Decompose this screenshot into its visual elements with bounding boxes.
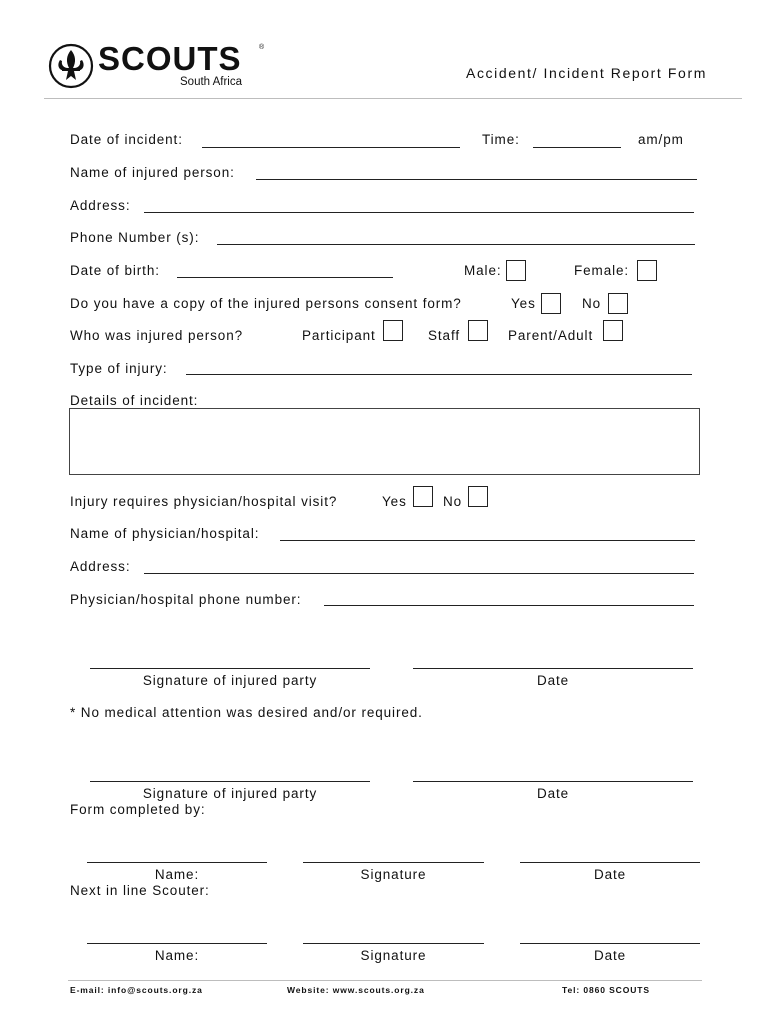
consent-no-label: No — [582, 296, 602, 311]
consent-no-checkbox[interactable] — [608, 293, 628, 314]
details-label: Details of incident: — [70, 393, 199, 408]
logo-wordmark: SCOUTS — [98, 40, 242, 77]
physician-address-label: Address: — [70, 559, 131, 574]
staff-label: Staff — [428, 328, 461, 343]
address-field[interactable] — [144, 212, 694, 213]
phone-field[interactable] — [217, 244, 695, 245]
sig-injured-caption-1: Signature of injured party — [142, 673, 318, 688]
participant-checkbox[interactable] — [383, 320, 403, 341]
name-injured-label: Name of injured person: — [70, 165, 235, 180]
female-label: Female: — [574, 263, 630, 278]
form-completed-label: Form completed by: — [70, 802, 206, 817]
sig-date-line-2[interactable] — [413, 781, 693, 782]
footer-email: E-mail: info@scouts.org.za — [70, 985, 203, 995]
footer-tel: Tel: 0860 SCOUTS — [562, 985, 650, 995]
date-of-incident-label: Date of incident: — [70, 132, 183, 147]
female-checkbox[interactable] — [637, 260, 657, 281]
consent-question: Do you have a copy of the injured persons consent form? — [70, 296, 462, 311]
physician-question: Injury requires physician/hospital visit? — [70, 494, 338, 509]
male-label: Male: — [464, 263, 502, 278]
footer-website: Website: www.scouts.org.za — [287, 985, 425, 995]
physician-phone-field[interactable] — [324, 605, 694, 606]
dob-label: Date of birth: — [70, 263, 160, 278]
details-textarea[interactable] — [69, 408, 700, 475]
completed-signature-line[interactable] — [303, 862, 484, 863]
sig-injured-line-1[interactable] — [90, 668, 370, 669]
name-injured-field[interactable] — [256, 179, 697, 180]
sig-injured-caption-2: Signature of injured party — [142, 786, 318, 801]
ampm-label: am/pm — [638, 132, 684, 147]
physician-name-label: Name of physician/hospital: — [70, 526, 260, 541]
logo-subtitle: South Africa — [180, 76, 243, 88]
scouter-signature-caption: Signature — [360, 948, 427, 963]
sig-date-caption-2: Date — [536, 786, 570, 801]
next-scouter-label: Next in line Scouter: — [70, 883, 210, 898]
date-of-incident-field[interactable] — [202, 147, 460, 148]
physician-yes-checkbox[interactable] — [413, 486, 433, 507]
type-injury-label: Type of injury: — [70, 361, 168, 376]
scouter-name-caption: Name: — [154, 948, 200, 963]
sig-date-line-1[interactable] — [413, 668, 693, 669]
fleur-de-lis-icon — [48, 42, 94, 90]
scouter-date-caption: Date — [593, 948, 627, 963]
no-medical-note: * No medical attention was desired and/or required. — [70, 705, 423, 720]
registered-mark: ® — [259, 44, 265, 51]
completed-name-caption: Name: — [154, 867, 200, 882]
time-label: Time: — [482, 132, 520, 147]
participant-label: Participant — [302, 328, 376, 343]
staff-checkbox[interactable] — [468, 320, 488, 341]
completed-date-line[interactable] — [520, 862, 700, 863]
completed-date-caption: Date — [593, 867, 627, 882]
sig-injured-line-2[interactable] — [90, 781, 370, 782]
type-injury-field[interactable] — [186, 374, 692, 375]
scouter-signature-line[interactable] — [303, 943, 484, 944]
parent-adult-checkbox[interactable] — [603, 320, 623, 341]
physician-name-field[interactable] — [280, 540, 695, 541]
parent-adult-label: Parent/Adult — [508, 328, 594, 343]
header-rule — [44, 98, 742, 99]
footer-rule — [68, 980, 702, 981]
physician-no-checkbox[interactable] — [468, 486, 488, 507]
physician-phone-label: Physician/hospital phone number: — [70, 592, 302, 607]
consent-yes-label: Yes — [511, 296, 536, 311]
address-label: Address: — [70, 198, 131, 213]
consent-yes-checkbox[interactable] — [541, 293, 561, 314]
male-checkbox[interactable] — [506, 260, 526, 281]
form-title: Accident/ Incident Report Form — [466, 65, 707, 81]
scouter-name-line[interactable] — [87, 943, 267, 944]
completed-name-line[interactable] — [87, 862, 267, 863]
time-field[interactable] — [533, 147, 621, 148]
scouts-logo — [48, 40, 268, 92]
completed-signature-caption: Signature — [360, 867, 427, 882]
scouter-date-line[interactable] — [520, 943, 700, 944]
sig-date-caption-1: Date — [536, 673, 570, 688]
who-injured-label: Who was injured person? — [70, 328, 244, 343]
phone-label: Phone Number (s): — [70, 230, 200, 245]
physician-no-label: No — [443, 494, 463, 509]
dob-field[interactable] — [177, 277, 393, 278]
physician-yes-label: Yes — [382, 494, 407, 509]
physician-address-field[interactable] — [144, 573, 694, 574]
